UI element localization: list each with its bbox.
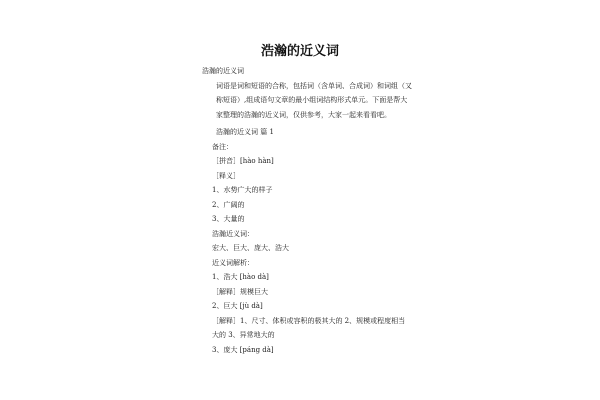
pinyin-line: ［拼音］[hào hàn] [212,157,274,165]
definition-item: 3、大量的 [212,215,245,223]
document-title: 浩瀚的近义词 [260,44,339,59]
header-line: 浩瀚的近义词 [202,67,244,75]
synonyms-label: 浩瀚近义词： [212,229,254,238]
definition-item: 1、水势广大的样子 [212,186,273,194]
section-heading: 浩瀚的近义词 篇 1 [216,128,274,136]
entry-explain: ［解释］规模巨大 [212,287,268,296]
entry-line: 2、巨大 [jù dà] [212,302,263,310]
entry-explain: ［解释］1、尺寸、体积或容积的极其大的 2、规模或程度相当大的 3、异常地大的 [212,316,406,339]
definition-label: ［释义］ [212,171,240,180]
note-label: 备注： [212,142,233,151]
definition-item: 2、广阔的 [212,200,245,209]
document-body [202,64,412,357]
intro-paragraph: 词语是词和短语的合称，包括词（含单词、合成词）和词组（又称短语）,组成语句文章的最小组词结构形式单元。下面是帮大家整理的浩瀚的近义词，仅供参考，大家一起来看看吧。 [216,81,412,119]
synonyms-list: 宏大、巨大、庞大、浩大 [212,244,289,252]
entry-line: 1、浩大 [hào dà] [212,273,269,281]
entry-line: 3、庞大 [páng dà] [212,345,274,354]
analysis-label: 近义词解析： [212,258,254,267]
